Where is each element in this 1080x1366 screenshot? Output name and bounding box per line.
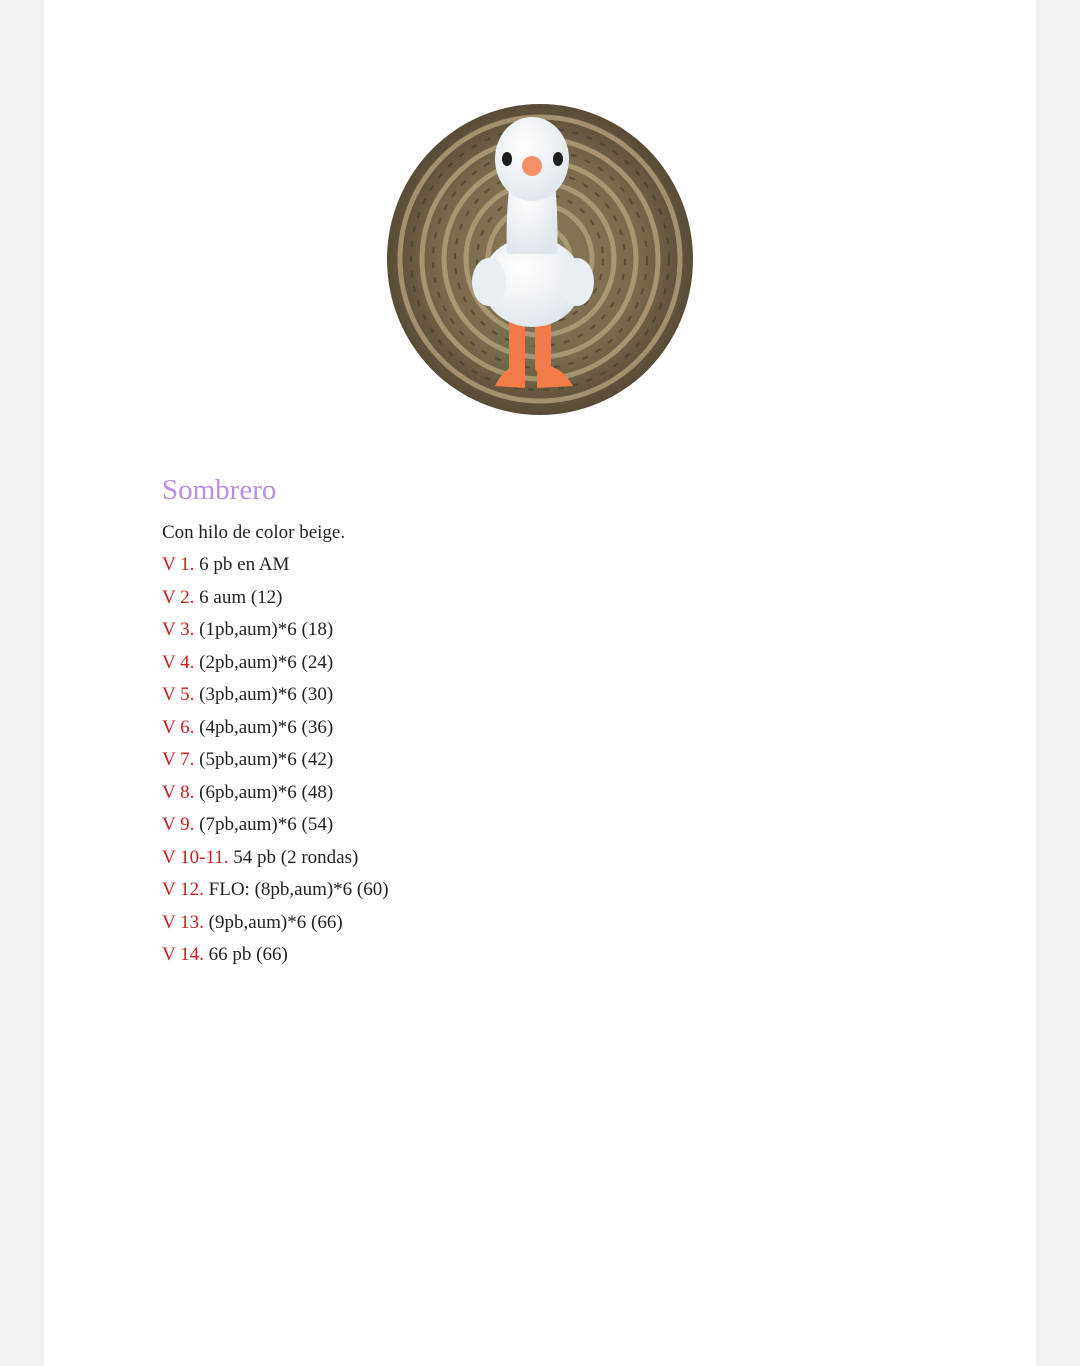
round-item: V 12. FLO: (8pb,aum)*6 (60) [162,879,389,900]
amigurumi-goose-photo [387,104,693,415]
round-label: V 10-11 [162,846,224,868]
document-page [44,0,1036,1366]
round-item: V 6. (4pb,aum)*6 (36) [162,716,334,738]
round-item: V 14. 66 pb (66) [162,944,288,965]
round-instruction: (2pb,aum)*6 (24) [199,651,334,673]
round-instruction: (4pb,aum)*6 (36) [199,716,334,738]
round-instruction: FLO: (8pb,aum)*6 (60) [208,879,389,900]
round-instruction: 6 pb en AM [199,554,290,575]
round-label: V 5 [162,684,190,705]
round-label: V 8 [162,781,190,803]
round-item: V 5. (3pb,aum)*6 (30) [162,684,334,705]
round-label: V 7 [162,749,190,770]
sombrero-section [162,470,862,973]
round-label: V 3 [162,619,190,640]
round-label: V 6 [162,716,190,738]
rounds-list [162,550,862,973]
round-item: V 9. (7pb,aum)*6 (54) [162,814,334,835]
round-label: V 4 [162,651,190,673]
round-instruction: (7pb,aum)*6 (54) [199,814,334,835]
round-item: V 3. (1pb,aum)*6 (18) [162,619,334,640]
round-item: V 2. 6 aum (12) [162,586,283,608]
round-label: V 12 [162,879,200,900]
section-title: Sombrero [162,474,277,506]
round-label: V 9 [162,814,190,835]
round-item: V 7. (5pb,aum)*6 (42) [162,749,334,770]
round-instruction: (1pb,aum)*6 (18) [199,619,334,640]
round-item: V 1. 6 pb en AM [162,554,290,575]
round-item: V 8. (6pb,aum)*6 (48) [162,781,334,803]
round-label: V 13 [162,911,200,933]
round-item: V 4. (2pb,aum)*6 (24) [162,651,334,673]
round-label: V 14 [162,944,200,965]
round-label: V 2 [162,586,190,608]
round-instruction: (3pb,aum)*6 (30) [199,684,334,705]
round-item: V 10-11. 54 pb (2 rondas) [162,846,359,868]
round-instruction: (5pb,aum)*6 (42) [199,749,334,770]
round-instruction: 66 pb (66) [208,944,288,965]
intro-text: Con hilo de color beige. [162,522,346,543]
round-instruction: 54 pb (2 rondas) [233,846,359,868]
round-instruction: 6 aum (12) [199,586,283,608]
round-item: V 13. (9pb,aum)*6 (66) [162,911,343,933]
round-instruction: (6pb,aum)*6 (48) [199,781,334,803]
round-label: V 1 [162,554,190,575]
round-instruction: (9pb,aum)*6 (66) [208,911,343,933]
